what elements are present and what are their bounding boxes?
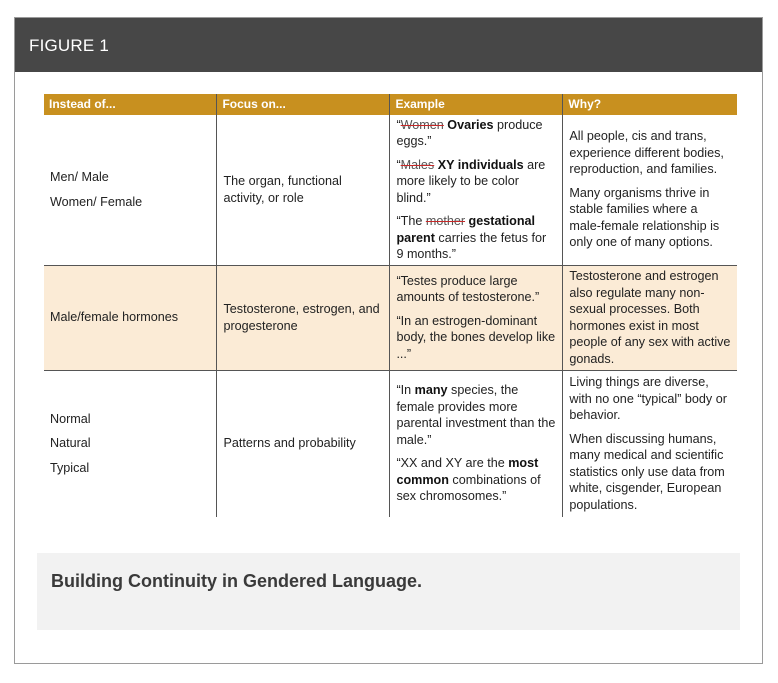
replacement-word: gestational parent [396, 214, 536, 245]
example-rest: are more likely to be color blind.” [396, 157, 546, 205]
why-text: Living things are diverse, with no one “typical” body or behavior. [569, 375, 727, 422]
example-rest: carries the fetus for 9 months.” [396, 230, 547, 261]
why-text: When discussing humans, many medical and scientific statistics only use data from white, cisgender, European populations. [569, 431, 725, 512]
header-focus-on: Focus on... [217, 94, 390, 115]
why-cell [563, 370, 737, 517]
instead-term: Male/female hormones [50, 310, 179, 325]
figure-title: FIGURE 1 [29, 36, 110, 55]
example-text [396, 157, 556, 207]
header-why: Why? [563, 94, 737, 115]
language-table [44, 94, 737, 517]
instead-term: Men/ Male [50, 170, 109, 184]
quote-open: “The [396, 214, 426, 228]
instead-cell [44, 115, 217, 266]
table-row [44, 115, 737, 266]
quote-open: “ [396, 157, 401, 172]
instead-cell [44, 370, 217, 517]
instead-term: Women/ Female [50, 194, 143, 209]
example-text: “In an estrogen-dominant body, the bones develop like ...” [396, 313, 556, 361]
focus-cell: Patterns and probability [217, 370, 390, 517]
why-text: Many organisms thrive in stable families where a male-female relationship is only one of many options. [569, 185, 720, 250]
struck-word: Women [400, 117, 444, 132]
example-cell [390, 115, 563, 266]
table-header-row [44, 94, 737, 115]
example-text [396, 455, 556, 505]
emphasis-word: many [414, 383, 448, 398]
example-cell [390, 370, 563, 517]
example-text [396, 117, 556, 150]
header-instead-of: Instead of... [44, 94, 217, 115]
table-row [44, 370, 737, 517]
struck-word: Males [400, 157, 435, 172]
figure-frame [14, 17, 763, 664]
example-text: “Testes produce large amounts of testosterone.” [396, 273, 540, 305]
instead-cell [44, 265, 217, 370]
figure-caption: Building Continuity in Gendered Language. [51, 571, 422, 591]
example-text [396, 382, 556, 448]
focus-cell: Testosterone, estrogen, and progesterone [217, 265, 390, 370]
example-pre: “XX and XY are the [396, 456, 509, 471]
replacement-word: Ovaries [443, 117, 494, 132]
example-rest: produce eggs.” [396, 117, 543, 148]
example-rest: combinations of sex chromosomes.” [396, 472, 541, 504]
example-rest: species, the female provides more parental investment than the male.” [396, 383, 556, 447]
header-example: Example [390, 94, 563, 115]
example-cell [390, 265, 563, 370]
why-text: Testosterone and estrogen also regulate many non-sexual processes. Both hormones exist in most people of any sex with active gonads. [569, 269, 731, 366]
instead-term: Natural [50, 436, 91, 451]
why-cell [563, 115, 737, 266]
figure-header [15, 18, 762, 72]
focus-cell: The organ, functional activity, or role [217, 115, 390, 266]
table-row [44, 265, 737, 370]
replacement-word: XY individuals [434, 157, 524, 172]
why-cell [563, 265, 737, 370]
struck-word: mother [425, 214, 466, 228]
example-text [396, 213, 556, 263]
quote-open: “ [396, 117, 401, 132]
emphasis-word: most common [396, 456, 539, 487]
caption-box [37, 553, 740, 630]
instead-term: Typical [50, 460, 90, 475]
instead-term: Normal [50, 411, 91, 426]
why-text: All people, cis and trans, experience different bodies, reproduction, and families. [569, 129, 724, 177]
example-pre: “In [396, 383, 415, 398]
